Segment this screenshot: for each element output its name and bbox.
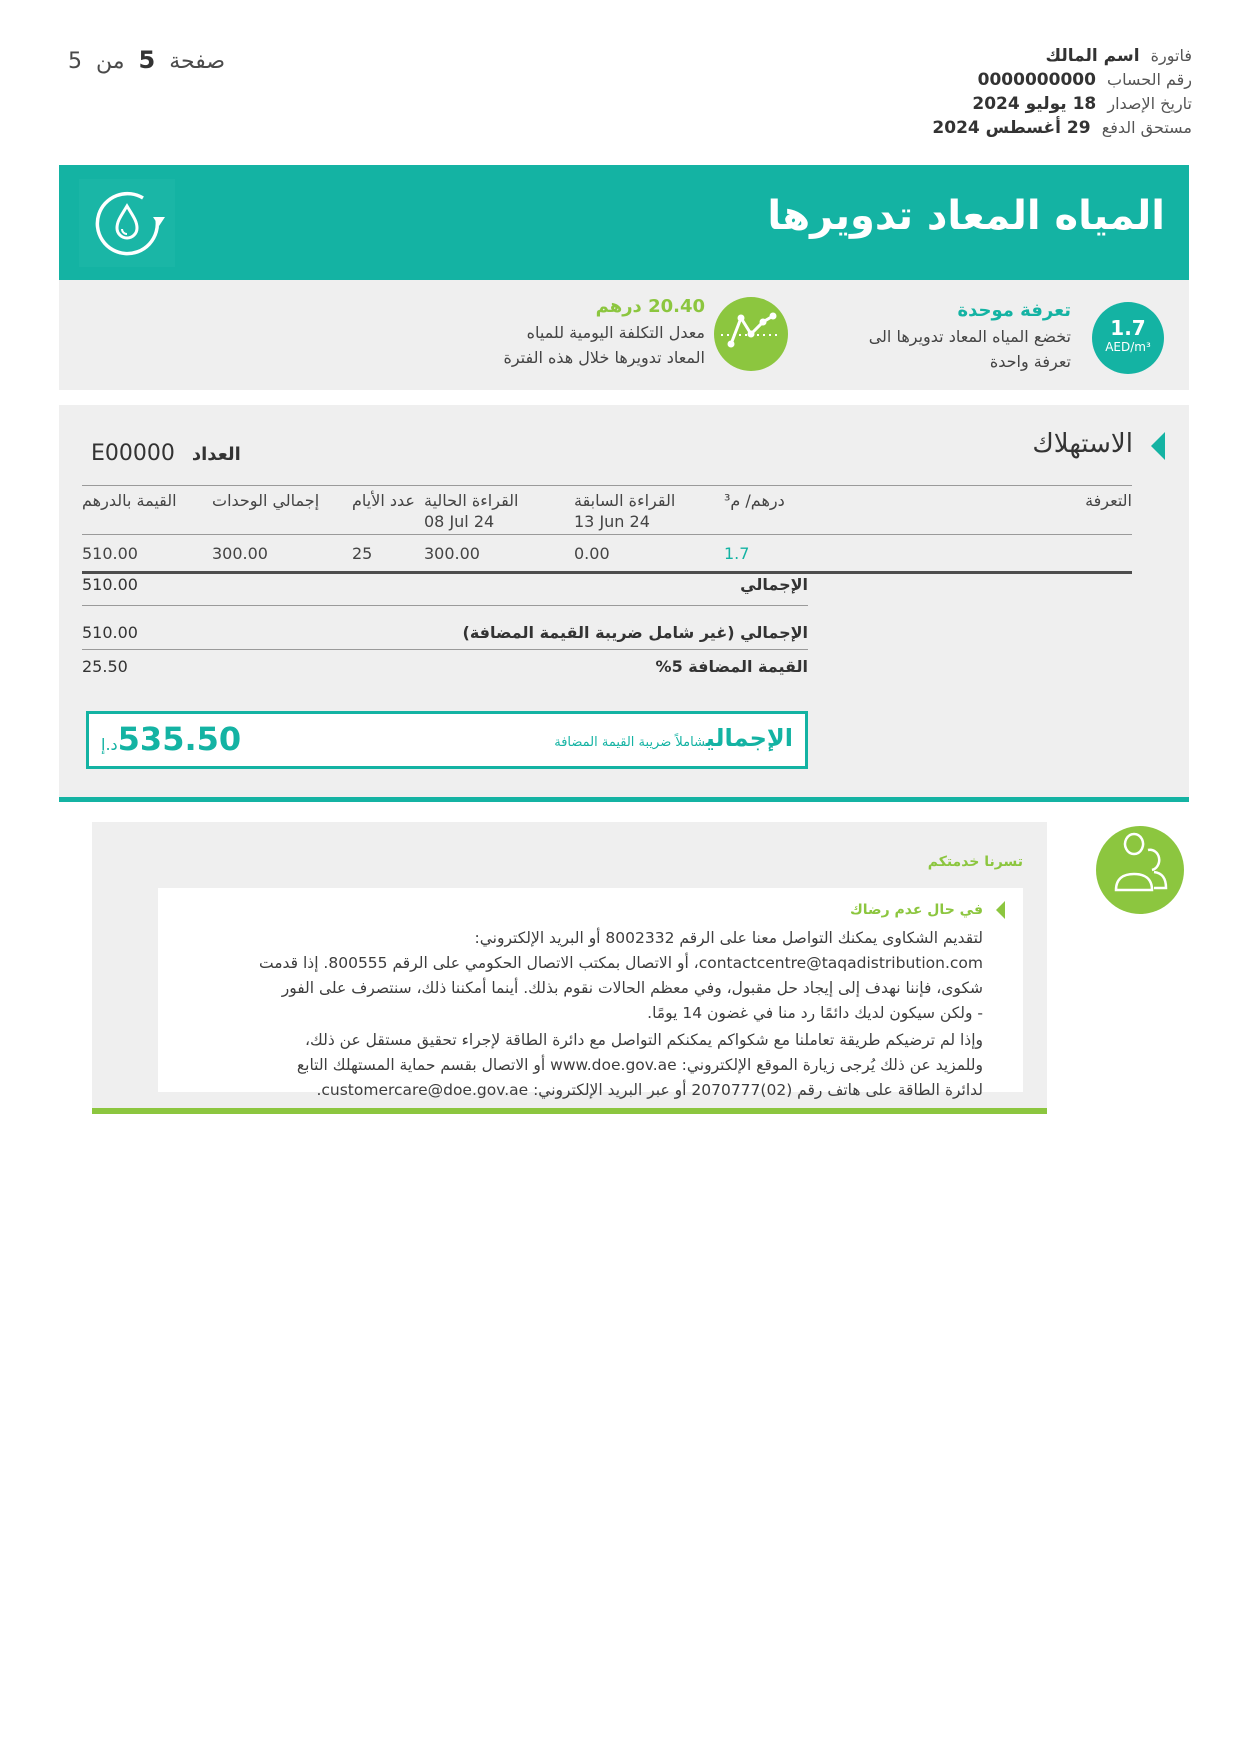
due-date-row [732,116,1192,140]
cell-curr-reading: 300.00 [424,535,574,573]
page-total: 5 [68,49,82,74]
table-header-row [82,486,1132,535]
service-title: تسرنا خدمتكم [927,854,1023,870]
issue-date-row [732,92,1192,116]
daily-cost-line-1: معدل التكلفة اليومية للمياه [526,323,705,342]
cell-rate: 1.7 [724,535,804,573]
cell-tariff [804,535,1132,573]
tariff-strip [59,280,1189,390]
consumption-table [82,485,1132,574]
rate-description [781,298,1071,374]
complaint-text [183,926,983,1103]
service-banner [59,165,1189,280]
consumption-title: الاستهلاك [1032,429,1133,459]
grand-total-title: الإجمالي [705,724,793,752]
col-value [82,486,212,535]
subtotal-row [82,575,808,594]
invoice-row [732,44,1192,68]
issue-date-value: 18 يوليو 2024 [972,94,1097,114]
complaint-box [158,888,1023,1099]
excl-vat-row [82,623,808,642]
complaint-line: لتقديم الشكاوى يمكنك التواصل معنا على الرقم 8002332 أو البريد الإلكتروني: [474,929,983,947]
cell-units: 300.00 [212,535,352,573]
table-row [82,535,1132,573]
grand-total-amount [101,720,241,758]
cell-value: 510.00 [82,535,212,573]
invoice-value: اسم المالك [1045,46,1140,66]
grand-total-box [86,711,808,769]
daily-cost-amount: 20.40 درهم [595,296,705,317]
consumption-section [59,405,1189,801]
invoice-meta [732,44,1192,140]
sub-arrow-icon [996,901,1005,919]
rate-heading: تعرفة موحدة [957,300,1071,321]
complaint-line: وإذا لم ترضيكم طريقة تعاملنا مع شكواكم يمكنكم التواصل مع دائرة الطاقة لإجراء تحقيق مستقل عن ذلك، [305,1031,983,1049]
section-arrow-icon [1151,432,1165,460]
col-rate-label: درهم/ م³ [724,491,785,510]
account-row [732,68,1192,92]
subtotal-label: الإجمالي [740,575,808,594]
complaint-line: وللمزيد عن ذلك يُرجى زيارة الموقع الإلكتروني: www.doe.gov.ae أو الاتصال بقسم حماية المستهلك التابع [296,1056,983,1074]
col-days [352,486,424,535]
people-icon [1096,826,1184,914]
daily-cost-line-2: المعاد تدويرها خلال هذه الفترة [503,348,705,367]
issue-date-label: تاريخ الإصدار [1107,94,1192,113]
line-chart-icon [713,296,789,372]
col-value-label: القيمة بالدرهم [82,491,177,510]
cell-prev-reading: 0.00 [574,535,724,573]
col-curr-reading-label: القراءة الحالية [424,491,519,510]
recycled-water-drop-icon [79,179,175,267]
rate-line-1: تخضع المياه المعاد تدويرها الى [868,327,1071,346]
col-days-label: عدد الأيام [352,491,415,510]
col-curr-reading [424,486,574,535]
invoice-label: فاتورة [1150,46,1192,65]
grand-total-currency: د.إ [101,735,118,754]
excl-vat-label: الإجمالي (غير شامل ضريبة القيمة المضافة) [462,623,808,642]
page-number [68,46,225,74]
col-prev-reading [574,486,724,535]
subtotal-value: 510.00 [82,575,138,594]
complaint-line: لدائرة الطاقة على هاتف رقم (02)2070777 أو عبر البريد الإلكتروني: customercare@doe.gov.ae. [316,1081,983,1099]
grand-total-label [554,724,793,752]
complaint-heading: في حال عدم رضاك [849,902,983,918]
rate-badge [1092,302,1164,374]
divider [82,605,808,606]
account-value: 0000000000 [977,70,1096,90]
cell-days: 25 [352,535,424,573]
service-divider [92,1108,1047,1114]
vat-value: 25.50 [82,657,128,676]
banner-title: المياه المعاد تدويرها [767,193,1165,239]
vat-row [82,657,808,676]
account-label: رقم الحساب [1107,70,1192,89]
daily-cost-description [405,294,705,370]
col-units-label: إجمالي الوحدات [212,491,320,510]
rate-value: 1.7 [1110,316,1146,340]
page-current: 5 [138,46,156,74]
due-date-label: مستحق الدفع [1101,118,1192,137]
rate-line-2: تعرفة واحدة [989,352,1071,371]
divider [82,649,808,650]
page-word: صفحة [169,49,226,74]
grand-total-value: 535.50 [117,720,242,758]
meter-label: العداد [191,444,241,465]
col-units [212,486,352,535]
rate-unit: AED/m³ [1105,340,1151,354]
excl-vat-value: 510.00 [82,623,138,642]
complaint-line: contactcentre@taqadistribution.com، أو الاتصال بمكتب الاتصال الحكومي على الرقم 800555. إذا قدمت [258,954,983,972]
meter-id [91,441,241,466]
section-divider [59,797,1189,802]
col-rate [724,486,804,535]
col-prev-date: 13 Jun 24 [574,512,650,531]
due-date-value: 29 أغسطس 2024 [932,118,1091,138]
col-curr-date: 08 Jul 24 [424,512,495,531]
meter-value: E00000 [91,441,175,466]
complaint-line: شكوى، فإننا نهدف إلى إيجاد حل مقبول، وفي معظم الحالات نقوم بذلك. أينما أمكننا ذلك، سنتصرف على الفور [281,979,983,997]
customer-service-section [92,822,1047,1108]
page-of-word: من [96,49,125,74]
grand-total-subtitle: شاملاً ضريبة القيمة المضافة [554,735,706,750]
complaint-line: - ولكن سيكون لديك دائمًا رد منا في غضون 14 يومًا. [647,1004,983,1022]
vat-label: القيمة المضافة 5% [655,657,808,676]
col-tariff: التعرفة [804,486,1132,535]
col-prev-reading-label: القراءة السابقة [574,491,676,510]
